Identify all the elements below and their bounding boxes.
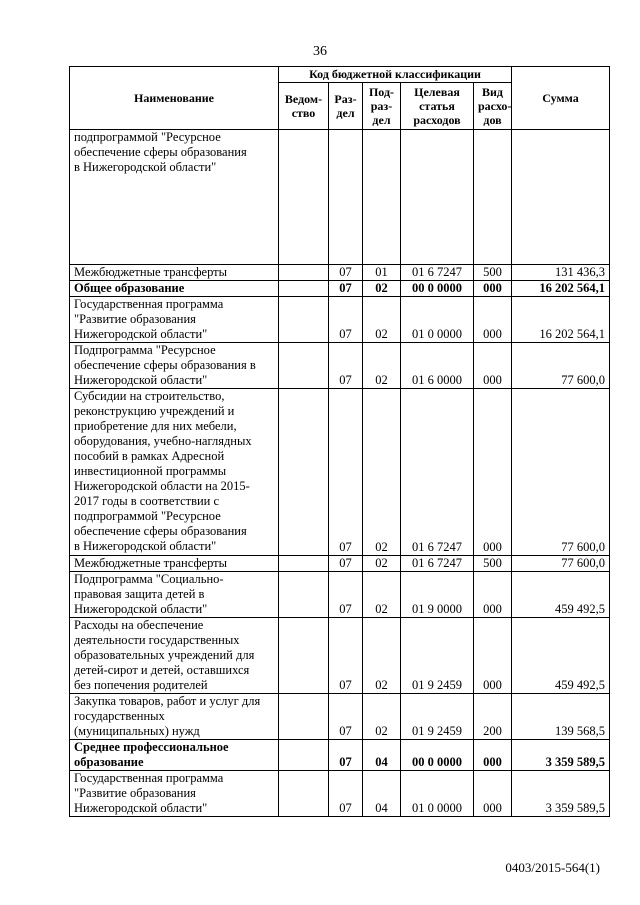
name-cell: Подпрограмма "Ресурсное обеспечение сферы образования в Нижегородской области" — [70, 343, 279, 389]
vedomstvo-cell — [279, 771, 329, 817]
page-number: 36 — [313, 44, 327, 59]
razdel-cell: 07 — [329, 771, 363, 817]
razdel-cell: 07 — [329, 389, 363, 556]
table-row — [70, 389, 610, 556]
header-celevaya-statya: Целевая статья расходов — [401, 83, 474, 130]
name-cell: Закупка товаров, работ и услуг для государственных (муниципальных) нужд — [70, 694, 279, 740]
celevaya-cell — [401, 130, 474, 265]
table-row — [70, 572, 610, 618]
podrazdel-cell: 02 — [363, 297, 401, 343]
razdel-cell — [329, 130, 363, 265]
table-row — [70, 343, 610, 389]
razdel-cell: 07 — [329, 265, 363, 281]
sum-cell: 77 600,0 — [512, 343, 610, 389]
name-cell: Среднее профессиональное образование — [70, 740, 279, 771]
celevaya-cell: 01 6 0000 — [401, 343, 474, 389]
podrazdel-cell: 02 — [363, 281, 401, 297]
vid-cell: 000 — [474, 297, 512, 343]
table-row — [70, 281, 610, 297]
sum-cell: 3 359 589,5 — [512, 740, 610, 771]
celevaya-cell: 00 0 0000 — [401, 281, 474, 297]
sum-cell: 3 359 589,5 — [512, 771, 610, 817]
celevaya-cell: 01 0 0000 — [401, 297, 474, 343]
razdel-cell: 07 — [329, 618, 363, 694]
header-classification-group: Код бюджетной классификации — [279, 67, 512, 83]
table-row — [70, 618, 610, 694]
sum-cell — [512, 130, 610, 265]
vid-cell: 500 — [474, 556, 512, 572]
table-row — [70, 740, 610, 771]
razdel-cell: 07 — [329, 297, 363, 343]
razdel-cell: 07 — [329, 740, 363, 771]
podrazdel-cell: 04 — [363, 771, 401, 817]
table-row — [70, 297, 610, 343]
vid-cell: 500 — [474, 265, 512, 281]
vid-cell: 000 — [474, 389, 512, 556]
vedomstvo-cell — [279, 281, 329, 297]
vedomstvo-cell — [279, 130, 329, 265]
vedomstvo-cell — [279, 556, 329, 572]
header-name: Наименование — [70, 67, 279, 130]
celevaya-cell: 01 9 2459 — [401, 694, 474, 740]
name-cell: Расходы на обеспечение деятельности государственных образовательных учреждений для детей-сирот и детей, оставшихся без попечения родителей — [70, 618, 279, 694]
budget-table-body — [70, 130, 610, 817]
sum-cell: 131 436,3 — [512, 265, 610, 281]
vid-cell: 000 — [474, 618, 512, 694]
podrazdel-cell: 04 — [363, 740, 401, 771]
header-razdel: Раз- дел — [329, 83, 363, 130]
vedomstvo-cell — [279, 265, 329, 281]
sum-cell: 77 600,0 — [512, 389, 610, 556]
celevaya-cell: 01 9 0000 — [401, 572, 474, 618]
name-cell: Государственная программа "Развитие образования Нижегородской области" — [70, 297, 279, 343]
celevaya-cell: 01 0 0000 — [401, 771, 474, 817]
razdel-cell: 07 — [329, 343, 363, 389]
podrazdel-cell: 01 — [363, 265, 401, 281]
podrazdel-cell — [363, 130, 401, 265]
vedomstvo-cell — [279, 572, 329, 618]
name-cell: Подпрограмма "Социально- правовая защита детей в Нижегородской области" — [70, 572, 279, 618]
sum-cell: 459 492,5 — [512, 572, 610, 618]
razdel-cell: 07 — [329, 694, 363, 740]
razdel-cell: 07 — [329, 281, 363, 297]
celevaya-cell: 01 6 7247 — [401, 556, 474, 572]
razdel-cell: 07 — [329, 572, 363, 618]
podrazdel-cell: 02 — [363, 618, 401, 694]
budget-table — [69, 66, 610, 817]
name-cell: Межбюджетные трансферты — [70, 265, 279, 281]
vedomstvo-cell — [279, 297, 329, 343]
table-row — [70, 265, 610, 281]
header-vid-rashodov: Вид расхо- дов — [474, 83, 512, 130]
sum-cell: 459 492,5 — [512, 618, 610, 694]
vid-cell: 000 — [474, 572, 512, 618]
header-podrazdel: Под- раз- дел — [363, 83, 401, 130]
name-cell: Государственная программа "Развитие образования Нижегородской области" — [70, 771, 279, 817]
vedomstvo-cell — [279, 694, 329, 740]
table-row — [70, 556, 610, 572]
header-sum: Сумма — [512, 67, 610, 130]
celevaya-cell: 01 6 7247 — [401, 265, 474, 281]
sum-cell: 16 202 564,1 — [512, 297, 610, 343]
podrazdel-cell: 02 — [363, 556, 401, 572]
table-row — [70, 130, 610, 265]
razdel-cell: 07 — [329, 556, 363, 572]
vid-cell: 000 — [474, 281, 512, 297]
vid-cell: 000 — [474, 771, 512, 817]
podrazdel-cell: 02 — [363, 572, 401, 618]
name-cell: Межбюджетные трансферты — [70, 556, 279, 572]
table-row — [70, 694, 610, 740]
sum-cell: 77 600,0 — [512, 556, 610, 572]
podrazdel-cell: 02 — [363, 694, 401, 740]
vid-cell: 000 — [474, 343, 512, 389]
podrazdel-cell: 02 — [363, 343, 401, 389]
celevaya-cell: 01 9 2459 — [401, 618, 474, 694]
vedomstvo-cell — [279, 343, 329, 389]
name-cell: Субсидии на строительство, реконструкцию учреждений и приобретение для них мебели, оборудования, учебно-наглядных пособий в рамках Адресной инвестиционной программы Нижегородской области на 2015- 2017 годы в соответствии с подпрограммой "Ресурсное обеспечение сферы образования в Нижегородской области" — [70, 389, 279, 556]
vedomstvo-cell — [279, 740, 329, 771]
vedomstvo-cell — [279, 389, 329, 556]
sum-cell: 16 202 564,1 — [512, 281, 610, 297]
podrazdel-cell: 02 — [363, 389, 401, 556]
celevaya-cell: 01 6 7247 — [401, 389, 474, 556]
celevaya-cell: 00 0 0000 — [401, 740, 474, 771]
sum-cell: 139 568,5 — [512, 694, 610, 740]
name-cell: Общее образование — [70, 281, 279, 297]
table-row — [70, 771, 610, 817]
vid-cell — [474, 130, 512, 265]
header-vedomstvo: Ведом- ство — [279, 83, 329, 130]
vedomstvo-cell — [279, 618, 329, 694]
vid-cell: 000 — [474, 740, 512, 771]
vid-cell: 200 — [474, 694, 512, 740]
document-code: 0403/2015-564(1) — [505, 860, 600, 875]
name-cell: подпрограммой "Ресурсное обеспечение сферы образования в Нижегородской области" — [70, 130, 279, 265]
